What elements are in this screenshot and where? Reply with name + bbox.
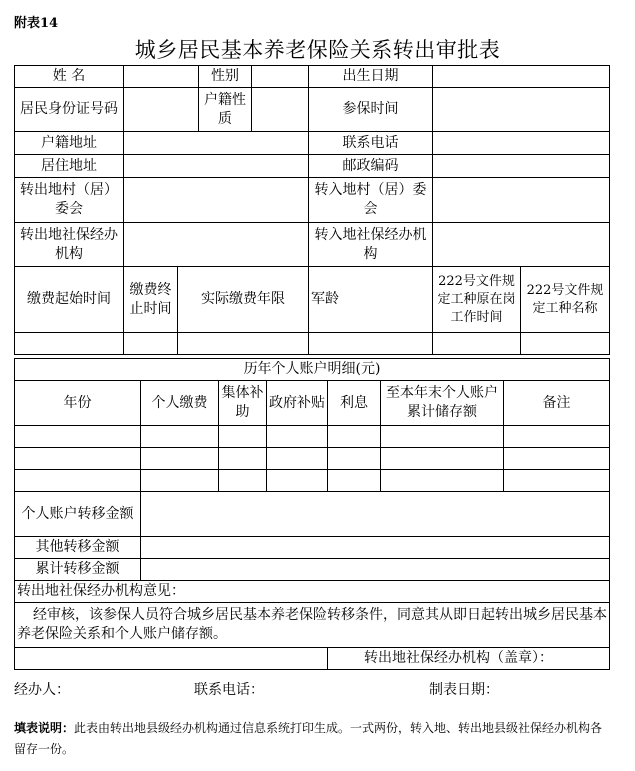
account-section-title: 历年个人账户明细(元)	[15, 359, 610, 381]
out-agency-label: 转出地社保经办机构	[15, 223, 124, 267]
note-label: 填表说明：	[14, 721, 75, 735]
col-cumulative-balance: 至本年末个人账户累计储存额	[381, 381, 504, 426]
transfer-amount-label: 个人账户转移金额	[15, 492, 141, 537]
doc222-type-value[interactable]	[521, 333, 610, 355]
account-detail-table	[14, 358, 610, 670]
payment-end-value[interactable]	[124, 333, 178, 355]
gender-label: 性别	[199, 66, 252, 88]
doc222-time-value[interactable]	[433, 333, 521, 355]
contact-phone-label: 联系电话：	[194, 682, 264, 698]
in-agency-value[interactable]	[433, 223, 610, 267]
note-text: 此表由转出地县级经办机构通过信息系统打印生成。一式两份，转入地、转出地县级社保经办机构各留存一份。	[14, 721, 603, 756]
actual-years-label: 实际缴费年限	[178, 267, 309, 333]
in-village-label: 转入地村（居）委会	[309, 178, 433, 223]
doc222-time-label: 222号文件规定工种原在岗工作时间	[433, 267, 521, 333]
hukou-nature-value[interactable]	[252, 88, 309, 132]
postal-code-label: 邮政编码	[309, 155, 433, 178]
table-row	[15, 470, 610, 492]
name-value[interactable]	[124, 66, 199, 88]
in-village-value[interactable]	[433, 178, 610, 223]
out-agency-value[interactable]	[124, 223, 309, 267]
birth-date-value[interactable]	[433, 66, 610, 88]
table-row	[15, 448, 610, 470]
payment-end-label: 缴费终止时间	[124, 267, 178, 333]
col-collective-subsidy: 集体补助	[219, 381, 267, 426]
id-number-value[interactable]	[124, 88, 199, 132]
phone-value[interactable]	[433, 132, 610, 155]
seal-label: 转出地社保经办机构（盖章）：	[328, 648, 610, 670]
out-village-label: 转出地村（居）委会	[15, 178, 124, 223]
hukou-address-value[interactable]	[124, 132, 309, 155]
payment-start-label: 缴费起始时间	[15, 267, 124, 333]
other-amount-value[interactable]	[141, 537, 610, 559]
attachment-label: 附表14	[14, 16, 59, 31]
table-row	[15, 426, 610, 448]
birth-date-label: 出生日期	[309, 66, 433, 88]
phone-label: 联系电话	[309, 132, 433, 155]
seal-blank	[15, 648, 328, 670]
in-agency-label: 转入地社保经办机构	[309, 223, 433, 267]
out-village-value[interactable]	[124, 178, 309, 223]
gender-value[interactable]	[252, 66, 309, 88]
payment-start-value[interactable]	[15, 333, 124, 355]
col-year: 年份	[15, 381, 141, 426]
hukou-nature-label: 户籍性质	[199, 88, 252, 132]
cumulative-amount-value[interactable]	[141, 559, 610, 581]
col-government-subsidy: 政府补贴	[267, 381, 328, 426]
col-interest: 利息	[328, 381, 381, 426]
form-date-label: 制表日期：	[429, 682, 499, 698]
actual-years-value[interactable]	[178, 333, 309, 355]
fill-instructions	[14, 718, 609, 760]
insured-time-label: 参保时间	[309, 88, 433, 132]
col-personal-payment: 个人缴费	[141, 381, 219, 426]
military-age-label: 军龄	[309, 267, 433, 333]
opinion-text: 经审核，该参保人员符合城乡居民基本养老保险转移条件，同意其从即日起转出城乡居民基本养老保险关系和个人账户储存额。	[15, 603, 610, 648]
postal-code-value[interactable]	[433, 155, 610, 178]
id-number-label: 居民身份证号码	[15, 88, 124, 132]
form-title: 城乡居民基本养老保险关系转出审批表	[134, 38, 501, 62]
doc222-type-label: 222号文件规定工种名称	[521, 267, 610, 333]
residence-address-label: 居住地址	[15, 155, 124, 178]
name-label: 姓 名	[15, 66, 124, 88]
military-age-value[interactable]	[309, 333, 433, 355]
hukou-address-label: 户籍地址	[15, 132, 124, 155]
insured-time-value[interactable]	[433, 88, 610, 132]
transfer-info-table	[14, 65, 610, 355]
handler-label: 经办人：	[14, 682, 70, 698]
residence-address-value[interactable]	[124, 155, 309, 178]
transfer-amount-value[interactable]	[141, 492, 610, 537]
other-amount-label: 其他转移金额	[15, 537, 141, 559]
opinion-label: 转出地社保经办机构意见：	[15, 581, 610, 603]
col-remarks: 备注	[504, 381, 610, 426]
cumulative-amount-label: 累计转移金额	[15, 559, 141, 581]
